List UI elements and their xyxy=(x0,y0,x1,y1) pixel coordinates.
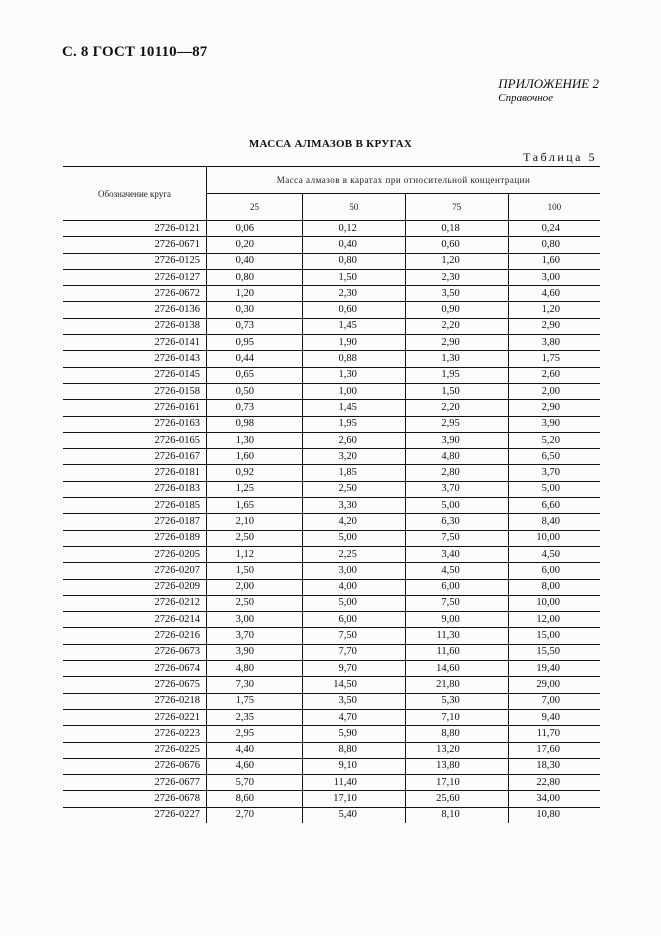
cell-mass: 9,10 xyxy=(303,758,406,774)
cell-mass: 1,30 xyxy=(405,351,508,367)
cell-mass: 3,70 xyxy=(508,465,600,481)
cell-mass: 8,00 xyxy=(508,579,600,595)
cell-designation: 2726-0676 xyxy=(63,758,207,774)
cell-designation: 2726-0212 xyxy=(63,595,207,611)
cell-mass: 5,00 xyxy=(508,481,600,497)
cell-mass: 22,80 xyxy=(508,775,600,791)
cell-mass: 1,50 xyxy=(405,383,508,399)
cell-designation: 2726-0221 xyxy=(63,709,207,725)
cell-designation: 2726-0675 xyxy=(63,677,207,693)
cell-mass: 2,70 xyxy=(207,807,303,823)
cell-designation: 2726-0187 xyxy=(63,514,207,530)
cell-mass: 4,00 xyxy=(303,579,406,595)
cell-designation: 2726-0127 xyxy=(63,269,207,285)
cell-mass: 1,30 xyxy=(303,367,406,383)
cell-mass: 1,00 xyxy=(303,383,406,399)
cell-designation: 2726-0163 xyxy=(63,416,207,432)
cell-mass: 0,88 xyxy=(303,351,406,367)
cell-mass: 4,50 xyxy=(405,563,508,579)
cell-mass: 4,40 xyxy=(207,742,303,758)
table-row xyxy=(63,775,600,791)
cell-mass: 0,60 xyxy=(405,237,508,253)
cell-mass: 29,00 xyxy=(508,677,600,693)
cell-mass: 34,00 xyxy=(508,791,600,807)
cell-mass: 2,50 xyxy=(303,481,406,497)
column-header-group: Масса алмазов в каратах при относительной концентрации xyxy=(207,167,601,194)
cell-designation: 2726-0218 xyxy=(63,693,207,709)
cell-mass: 6,00 xyxy=(508,563,600,579)
cell-mass: 3,30 xyxy=(303,498,406,514)
column-header-concentration: 25 xyxy=(207,194,303,221)
cell-designation: 2726-0189 xyxy=(63,530,207,546)
cell-mass: 1,65 xyxy=(207,498,303,514)
cell-designation: 2726-0207 xyxy=(63,563,207,579)
cell-mass: 4,60 xyxy=(508,286,600,302)
cell-mass: 2,50 xyxy=(207,530,303,546)
cell-mass: 0,20 xyxy=(207,237,303,253)
cell-designation: 2726-0138 xyxy=(63,318,207,334)
cell-designation: 2726-0674 xyxy=(63,661,207,677)
table-row xyxy=(63,758,600,774)
cell-mass: 0,30 xyxy=(207,302,303,318)
cell-mass: 4,70 xyxy=(303,709,406,725)
cell-mass: 25,60 xyxy=(405,791,508,807)
cell-designation: 2726-0136 xyxy=(63,302,207,318)
cell-mass: 2,35 xyxy=(207,709,303,725)
cell-mass: 0,12 xyxy=(303,221,406,237)
cell-mass: 2,95 xyxy=(207,726,303,742)
cell-mass: 10,00 xyxy=(508,530,600,546)
cell-mass: 2,00 xyxy=(508,383,600,399)
cell-mass: 17,60 xyxy=(508,742,600,758)
table-row xyxy=(63,302,600,318)
cell-mass: 0,06 xyxy=(207,221,303,237)
cell-designation: 2726-0143 xyxy=(63,351,207,367)
cell-mass: 3,90 xyxy=(207,644,303,660)
column-header-concentration: 50 xyxy=(303,194,406,221)
cell-designation: 2726-0121 xyxy=(63,221,207,237)
cell-mass: 17,10 xyxy=(405,775,508,791)
cell-mass: 1,60 xyxy=(207,449,303,465)
cell-mass: 7,00 xyxy=(508,693,600,709)
cell-mass: 6,00 xyxy=(405,579,508,595)
cell-mass: 19,40 xyxy=(508,661,600,677)
cell-mass: 1,20 xyxy=(207,286,303,302)
cell-mass: 5,70 xyxy=(207,775,303,791)
column-header-designation: Обозначение круга xyxy=(63,167,207,221)
cell-mass: 0,73 xyxy=(207,400,303,416)
cell-mass: 7,50 xyxy=(405,595,508,611)
cell-designation: 2726-0673 xyxy=(63,644,207,660)
cell-mass: 5,00 xyxy=(303,530,406,546)
table-row xyxy=(63,644,600,660)
table-row xyxy=(63,432,600,448)
cell-mass: 15,00 xyxy=(508,628,600,644)
cell-mass: 0,92 xyxy=(207,465,303,481)
cell-mass: 3,50 xyxy=(303,693,406,709)
table-label: Таблица 5 xyxy=(523,150,597,164)
cell-mass: 10,00 xyxy=(508,595,600,611)
cell-mass: 0,80 xyxy=(508,237,600,253)
cell-mass: 2,90 xyxy=(405,335,508,351)
cell-mass: 6,60 xyxy=(508,498,600,514)
cell-mass: 9,40 xyxy=(508,709,600,725)
cell-mass: 8,80 xyxy=(303,742,406,758)
cell-mass: 7,30 xyxy=(207,677,303,693)
table-row xyxy=(63,400,600,416)
table-row xyxy=(63,579,600,595)
cell-designation: 2726-0167 xyxy=(63,449,207,465)
cell-mass: 0,95 xyxy=(207,335,303,351)
cell-designation: 2726-0209 xyxy=(63,579,207,595)
table-row xyxy=(63,221,600,237)
column-header-concentration: 75 xyxy=(405,194,508,221)
cell-mass: 0,65 xyxy=(207,367,303,383)
cell-mass: 1,90 xyxy=(303,335,406,351)
cell-mass: 1,75 xyxy=(207,693,303,709)
table-title: МАССА АЛМАЗОВ В КРУГАХ xyxy=(248,138,413,150)
cell-mass: 14,60 xyxy=(405,661,508,677)
cell-mass: 1,60 xyxy=(508,253,600,269)
table-row xyxy=(63,269,600,285)
cell-mass: 0,18 xyxy=(405,221,508,237)
cell-mass: 3,80 xyxy=(508,335,600,351)
cell-mass: 2,00 xyxy=(207,579,303,595)
page-header: С. 8 ГОСТ 10110—87 xyxy=(62,44,208,60)
cell-mass: 5,40 xyxy=(303,807,406,823)
cell-mass: 11,60 xyxy=(405,644,508,660)
cell-mass: 14,50 xyxy=(303,677,406,693)
cell-mass: 5,20 xyxy=(508,432,600,448)
table-row xyxy=(63,709,600,725)
table-row xyxy=(63,318,600,334)
cell-mass: 11,30 xyxy=(405,628,508,644)
cell-mass: 21,80 xyxy=(405,677,508,693)
table-row xyxy=(63,481,600,497)
cell-mass: 4,60 xyxy=(207,758,303,774)
table-row xyxy=(63,416,600,432)
cell-mass: 1,50 xyxy=(303,269,406,285)
cell-mass: 0,44 xyxy=(207,351,303,367)
cell-mass: 5,30 xyxy=(405,693,508,709)
cell-mass: 17,10 xyxy=(303,791,406,807)
cell-mass: 1,85 xyxy=(303,465,406,481)
cell-mass: 7,10 xyxy=(405,709,508,725)
cell-mass: 3,00 xyxy=(508,269,600,285)
cell-mass: 4,20 xyxy=(303,514,406,530)
table-row xyxy=(63,335,600,351)
cell-designation: 2726-0181 xyxy=(63,465,207,481)
cell-mass: 15,50 xyxy=(508,644,600,660)
cell-mass: 3,70 xyxy=(207,628,303,644)
cell-designation: 2726-0227 xyxy=(154,809,200,821)
cell-designation: 2726-0183 xyxy=(63,481,207,497)
cell-mass: 3,00 xyxy=(207,612,303,628)
table-row xyxy=(63,726,600,742)
table-row xyxy=(63,612,600,628)
table-row xyxy=(63,514,600,530)
cell-mass: 9,00 xyxy=(405,612,508,628)
cell-mass: 1,45 xyxy=(303,400,406,416)
cell-designation: 2726-0214 xyxy=(63,612,207,628)
cell-mass: 0,73 xyxy=(207,318,303,334)
table-row xyxy=(63,253,600,269)
cell-mass: 1,12 xyxy=(207,546,303,562)
cell-mass: 2,60 xyxy=(508,367,600,383)
cell-mass: 2,25 xyxy=(303,546,406,562)
cell-mass: 1,20 xyxy=(508,302,600,318)
cell-designation: 2726-0671 xyxy=(63,237,207,253)
cell-mass: 2,30 xyxy=(303,286,406,302)
cell-mass: 6,00 xyxy=(303,612,406,628)
cell-mass: 3,40 xyxy=(405,546,508,562)
table-row xyxy=(63,661,600,677)
cell-mass: 8,40 xyxy=(508,514,600,530)
cell-mass: 3,20 xyxy=(303,449,406,465)
cell-designation: 2726-0216 xyxy=(63,628,207,644)
cell-mass: 5,00 xyxy=(303,595,406,611)
cell-mass: 1,95 xyxy=(405,367,508,383)
cell-designation: 2726-0145 xyxy=(63,367,207,383)
table-row xyxy=(63,742,600,758)
cell-mass: 7,50 xyxy=(405,530,508,546)
cell-mass: 0,60 xyxy=(303,302,406,318)
table-row xyxy=(63,286,600,302)
cell-mass: 7,50 xyxy=(303,628,406,644)
cell-mass: 7,70 xyxy=(303,644,406,660)
table-row xyxy=(63,465,600,481)
table-row xyxy=(63,595,600,611)
cell-mass: 0,50 xyxy=(207,383,303,399)
appendix-title: ПРИЛОЖЕНИЕ 2 xyxy=(498,76,599,91)
cell-mass: 5,90 xyxy=(303,726,406,742)
cell-designation: 2726-0161 xyxy=(63,400,207,416)
cell-mass: 0,80 xyxy=(303,253,406,269)
cell-mass: 8,10 xyxy=(405,807,508,823)
cell-mass: 10,80 xyxy=(508,807,600,823)
cell-mass: 1,50 xyxy=(207,563,303,579)
cell-mass: 6,50 xyxy=(508,449,600,465)
cell-mass: 9,70 xyxy=(303,661,406,677)
cell-mass: 2,10 xyxy=(207,514,303,530)
cell-mass: 13,80 xyxy=(405,758,508,774)
cell-mass: 2,30 xyxy=(405,269,508,285)
cell-mass: 4,80 xyxy=(207,661,303,677)
cell-mass: 3,90 xyxy=(508,416,600,432)
cell-mass: 2,50 xyxy=(207,595,303,611)
table-row xyxy=(63,367,600,383)
cell-designation: 2726-0141 xyxy=(63,335,207,351)
cell-mass: 2,80 xyxy=(405,465,508,481)
cell-designation: 2726-0225 xyxy=(63,742,207,758)
cell-designation: 2726-0158 xyxy=(63,383,207,399)
cell-mass: 4,80 xyxy=(405,449,508,465)
cell-mass: 13,20 xyxy=(405,742,508,758)
cell-mass: 3,90 xyxy=(405,432,508,448)
column-header-concentration: 100 xyxy=(508,194,600,221)
cell-mass: 2,60 xyxy=(303,432,406,448)
cell-designation: 2726-0672 xyxy=(63,286,207,302)
cell-mass: 2,90 xyxy=(508,400,600,416)
cell-mass: 1,45 xyxy=(303,318,406,334)
cell-designation: 2726-0185 xyxy=(63,498,207,514)
cell-mass: 18,30 xyxy=(508,758,600,774)
cell-mass: 0,90 xyxy=(405,302,508,318)
cell-mass: 4,50 xyxy=(508,546,600,562)
table-row xyxy=(63,628,600,644)
table-row xyxy=(63,449,600,465)
cell-mass: 0,40 xyxy=(303,237,406,253)
cell-designation: 2726-0677 xyxy=(63,775,207,791)
cell-mass: 8,80 xyxy=(405,726,508,742)
cell-mass: 0,40 xyxy=(207,253,303,269)
cell-mass: 3,70 xyxy=(405,481,508,497)
cell-mass: 1,20 xyxy=(405,253,508,269)
cell-mass: 2,90 xyxy=(508,318,600,334)
diamond-mass-table xyxy=(63,166,600,823)
table-row xyxy=(63,351,600,367)
cell-mass: 2,95 xyxy=(405,416,508,432)
cell-mass: 1,25 xyxy=(207,481,303,497)
cell-mass: 3,00 xyxy=(303,563,406,579)
cell-mass: 2,20 xyxy=(405,318,508,334)
cell-designation: 2726-0678 xyxy=(63,791,207,807)
cell-designation: 2726-0125 xyxy=(63,253,207,269)
table-row xyxy=(63,677,600,693)
cell-designation: 2726-0223 xyxy=(63,726,207,742)
table-row xyxy=(63,546,600,562)
cell-mass: 2,20 xyxy=(405,400,508,416)
table-body xyxy=(63,221,600,823)
cell-mass: 5,00 xyxy=(405,498,508,514)
table-row xyxy=(63,807,600,823)
appendix-note: Справочное xyxy=(498,92,554,104)
cell-mass: 11,70 xyxy=(508,726,600,742)
cell-mass: 0,24 xyxy=(508,221,600,237)
table-row xyxy=(63,383,600,399)
table-row xyxy=(63,563,600,579)
cell-designation: 2726-0205 xyxy=(63,546,207,562)
cell-mass: 8,60 xyxy=(207,791,303,807)
table-row xyxy=(63,530,600,546)
cell-mass: 3,50 xyxy=(405,286,508,302)
cell-mass: 12,00 xyxy=(508,612,600,628)
table-row xyxy=(63,498,600,514)
table-row xyxy=(63,791,600,807)
table-row xyxy=(63,693,600,709)
cell-mass: 6,30 xyxy=(405,514,508,530)
cell-mass: 1,95 xyxy=(303,416,406,432)
cell-designation: 2726-0165 xyxy=(63,432,207,448)
cell-mass: 0,98 xyxy=(207,416,303,432)
cell-mass: 11,40 xyxy=(303,775,406,791)
cell-mass: 0,80 xyxy=(207,269,303,285)
cell-mass: 1,75 xyxy=(508,351,600,367)
cell-mass: 1,30 xyxy=(207,432,303,448)
appendix-block xyxy=(498,77,599,105)
table-row xyxy=(63,237,600,253)
